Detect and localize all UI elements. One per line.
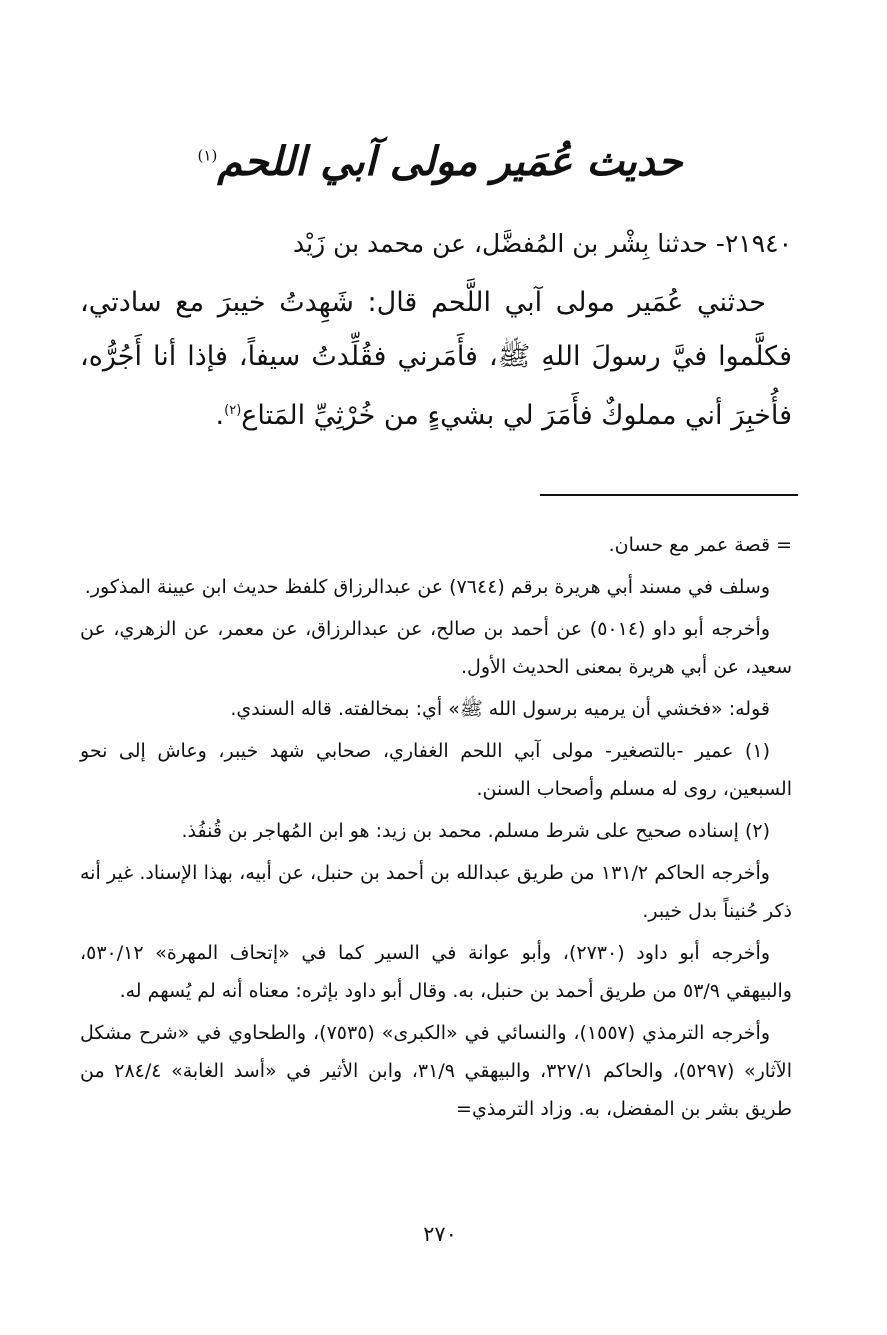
- book-page: [80, 0, 800, 1335]
- footnote-paragraph: (٢) إسناده صحيح على شرط مسلم. محمد بن زيد: هو ابن المُهاجر بن قُنفُذ.: [181, 820, 770, 842]
- footnote-paragraph: وأخرجه أبو داو (٥٠١٤) عن أحمد بن صالح، عن عبدالرزاق، عن معمر، عن الزهري، عن سعيد، عن أبي هريرة بمعنى الحديث الأول.: [80, 618, 792, 678]
- footnote-divider: [540, 494, 798, 496]
- footnote-paragraph: وسلف في مسند أبي هريرة برقم (٧٦٤٤) عن عبدالرزاق كلفظ حديث ابن عيينة المذكور.: [84, 576, 770, 598]
- hadith-matn: [80, 276, 792, 443]
- hadith-text: [80, 224, 792, 443]
- heading-title: حديث عُمَير مولى آبي اللحم: [217, 138, 683, 185]
- footnote-paragraph: وأخرجه الترمذي (١٥٥٧)، والنسائي في «الكبرى» (٧٥٣٥)، والطحاوي في «شرح مشكل الآثار» (٥٢٩٧)، والحاكم ٣٢٧/١، والبيهقي ٣١/٩، وابن الأثير في «أسد الغابة» ٢٨٤/٤ من طريق بشر بن المفضل، به. وزاد الترمذي=: [80, 1022, 792, 1120]
- hadith-end-mark: .: [215, 400, 225, 431]
- hadith-isnad: ٢١٩٤٠- حدثنا بِشْر بن المُفضَّل، عن محمد بن زَيْد: [292, 229, 792, 258]
- hadith-matn-text: حدثني عُمَير مولى آبي اللَّحم قال: شَهِدتُ خيبرَ مع سادتي، فكلَّموا فيَّ رسولَ اللهِ ﷺ، فأَمَرني فقُلِّدتُ سيفاً، فإذا أنا أَجُرُّه، فأُخبِرَ أني مملوكٌ فأَمَرَ لي بشيءٍ من خُرْثِيِّ المَتاع: [80, 287, 792, 431]
- hadith-footnote-ref: (٢): [224, 403, 242, 418]
- footnote-paragraph: وأخرجه أبو داود (٢٧٣٠)، وأبو عوانة في السير كما في «إتحاف المهرة» ٥٣٠/١٢، والبيهقي ٥٣/٩ من طريق أحمد بن حنبل، به. وقال أبو داود بإثره: معناه أنه لم يُسهم له.: [80, 942, 792, 1002]
- footnote-paragraph: وأخرجه الحاكم ١٣١/٢ من طريق عبدالله بن أحمد بن حنبل، عن أبيه، بهذا الإسناد. غير أنه ذكر حُنيناً بدل خيبر.: [80, 862, 792, 922]
- footnote-paragraph: (١) عمير -بالتصغير- مولى آبي اللحم الغفاري، صحابي شهد خيبر، وعاش إلى نحو السبعين، روى له مسلم وأصحاب السنن.: [80, 740, 792, 800]
- footnote-paragraph: قوله: «فخشي أن يرميه برسول الله ﷺ» أي: بمخالفته. قاله السندي.: [230, 698, 770, 720]
- page-number: ٢٧٠: [423, 1222, 457, 1246]
- heading-footnote-ref: (١): [197, 146, 218, 165]
- chapter-heading: [80, 138, 800, 186]
- footnotes: [80, 526, 792, 1132]
- footnote-paragraph: = قصة عمر مع حسان.: [608, 534, 792, 556]
